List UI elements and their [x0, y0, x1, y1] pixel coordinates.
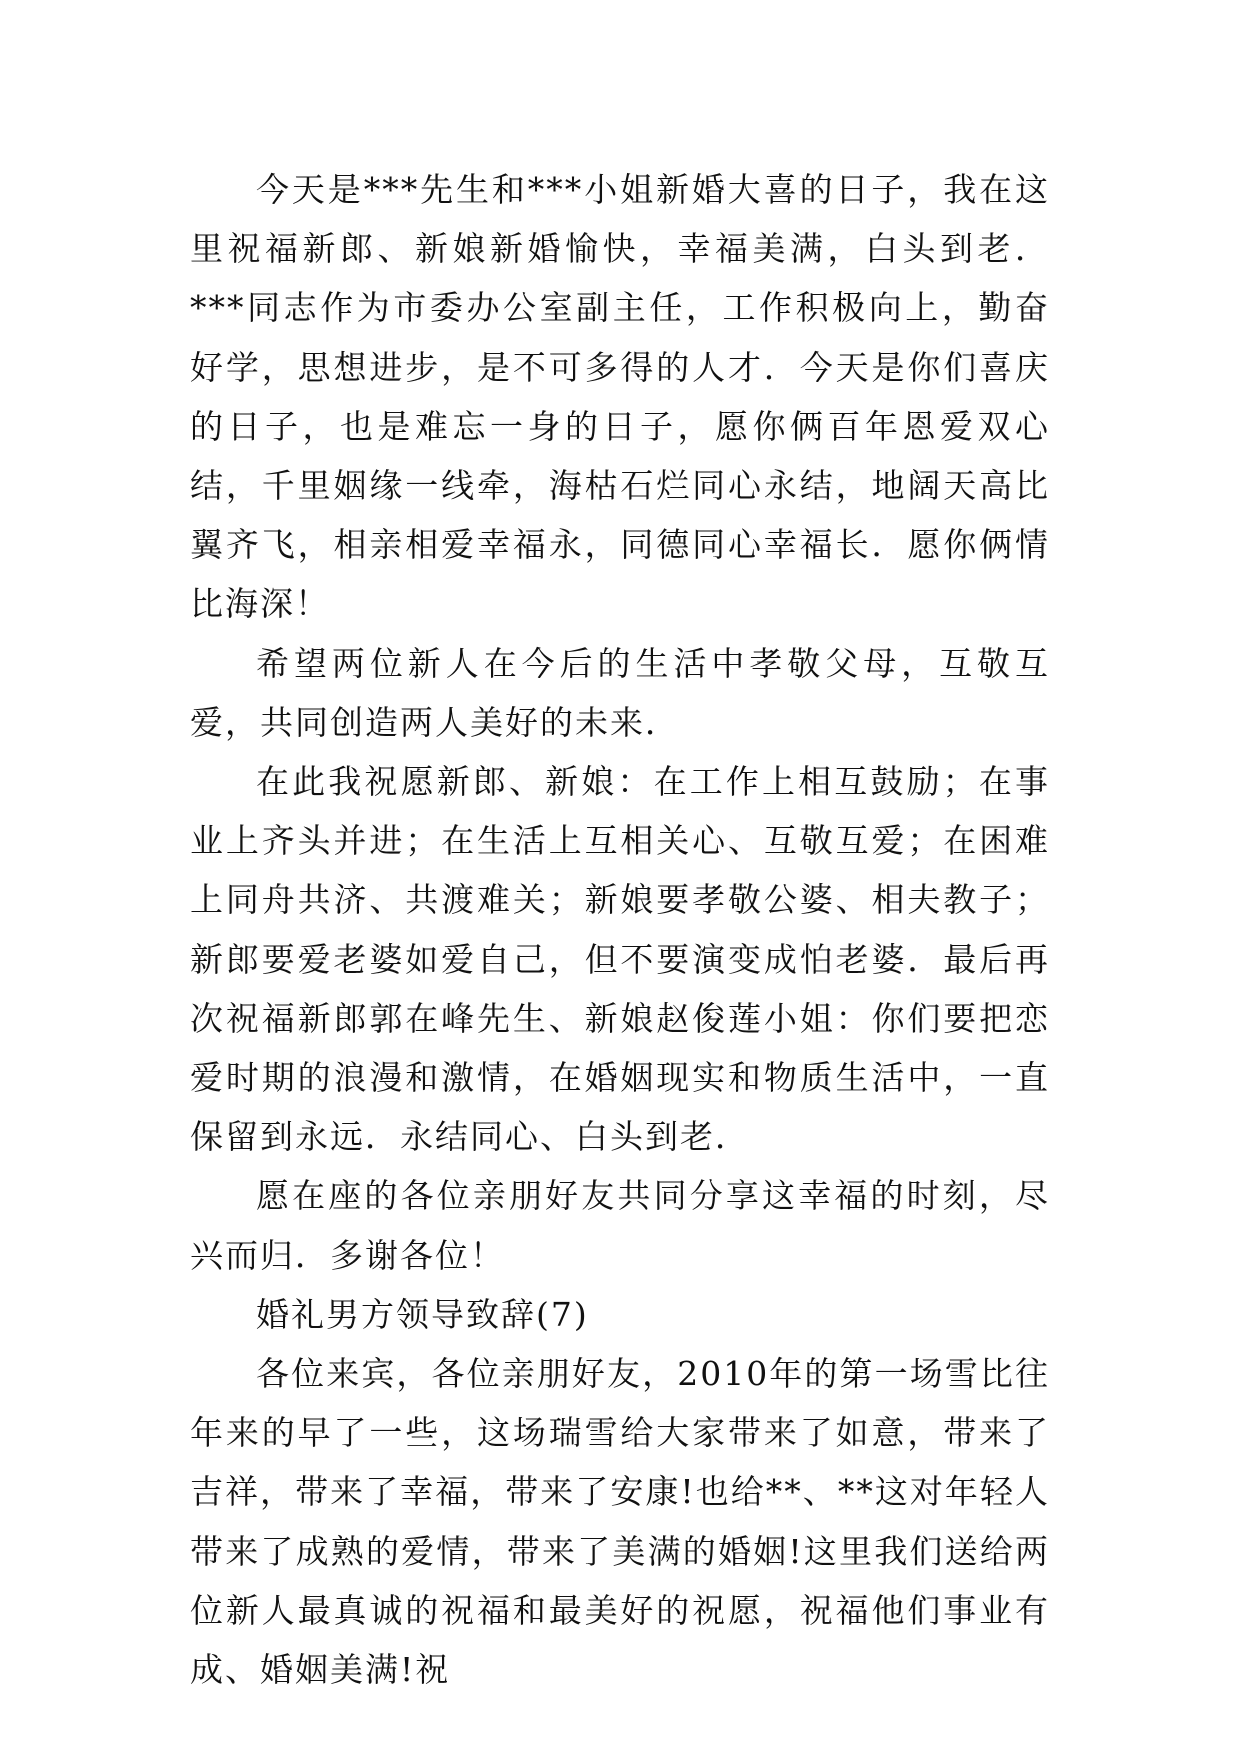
paragraph-speech-7: 各位来宾，各位亲朋好友，2010年的第一场雪比往年来的早了一些，这场瑞雪给大家带来了如意，带来了吉祥，带来了幸福，带来了安康!也给**、**这对年轻人带来了成熟的爱情，带来了美满的婚姻!这里我们送给两位新人最真诚的祝福和最美好的祝愿，祝福他们事业有成、婚姻美满!祝	[190, 1354, 1050, 1690]
paragraph-hope-future: 希望两位新人在今后的生活中孝敬父母，互敬互爱，共同创造两人美好的未来．	[190, 643, 1050, 742]
paragraph-thanks-guests: 愿在座的各位亲朋好友共同分享这幸福的时刻，尽兴而归．多谢各位！	[190, 1176, 1050, 1275]
paragraph-blessing-couple: 今天是***先生和***小姐新婚大喜的日子，我在这里祝福新郎、新娘新婚愉快，幸福美满，白头到老．***同志作为市委办公室副主任，工作积极向上，勤奋好学，思想进步，是不可多得的人才．今天是你们喜庆的日子，也是难忘一身的日子，愿你俩百年恩爱双心结，千里姻缘一线牵，海枯石烂同心永结，地阔天高比翼齐飞，相亲相爱幸福永，同德同心幸福长．愿你俩情比海深！	[190, 170, 1050, 624]
section-heading: 婚礼男方领导致辞(7)	[256, 1294, 589, 1334]
paragraph-wishes: 在此我祝愿新郎、新娘：在工作上相互鼓励；在事业上齐头并进；在生活上互相关心、互敬互爱；在困难上同舟共济、共渡难关；新娘要孝敬公婆、相夫教子；新郎要爱老婆如爱自己，但不要演变成怕老婆．最后再次祝福新郎郭在峰先生、新娘赵俊莲小姐：你们要把恋爱时期的浪漫和激情，在婚姻现实和物质生活中，一直保留到永远．永结同心、白头到老．	[190, 762, 1050, 1157]
document-body	[190, 160, 1050, 1699]
